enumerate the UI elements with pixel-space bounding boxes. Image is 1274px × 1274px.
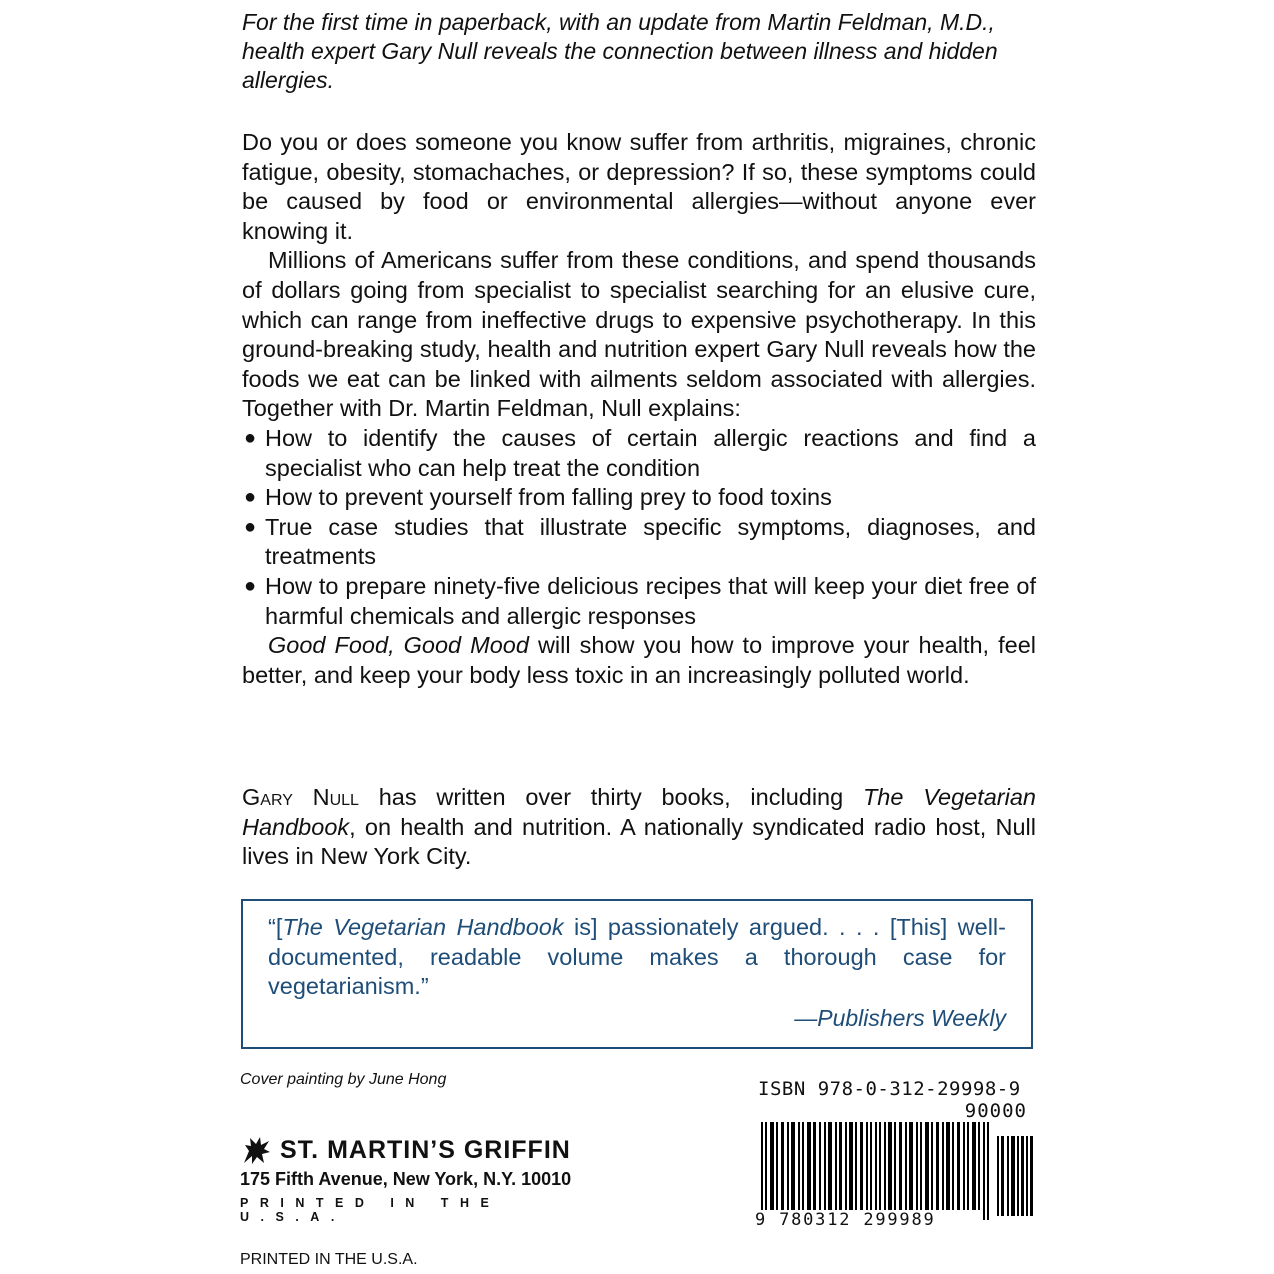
quote-book-title: The Vegetarian Handbook: [282, 914, 564, 940]
footer-printed: PRINTED IN THE U.S.A.: [240, 1251, 418, 1268]
author-bio: [242, 783, 1036, 872]
isbn-barcode: [753, 1078, 1038, 1238]
list-item-text: How to prevent yourself from falling prey to food toxins: [265, 484, 832, 511]
bio-text-b: , on health and nutrition. A nationally syndicated radio host, Null lives in New York City.: [242, 813, 1036, 870]
review-quote: [268, 913, 1006, 1002]
intro-blurb: For the first time in paperback, with an update from Martin Feldman, M.D., health expert Gary Null reveals the connection between illness and hidden allergies.: [242, 9, 998, 93]
griffin-logo-icon: [240, 1133, 274, 1167]
closing-text: will show you how to improve your health, feel better, and keep your body less toxic in an increasingly polluted world.: [242, 632, 1036, 688]
list-item-text: How to prepare ninety-five delicious recipes that will keep your diet free of harmful chemicals and allergic responses: [265, 572, 1036, 629]
list-item: [242, 483, 1036, 513]
price-code: 90000: [964, 1100, 1027, 1122]
bullet-icon: ●: [244, 574, 257, 597]
list-item: [242, 572, 1036, 631]
description: [242, 128, 1036, 690]
author-name: Gary Null: [242, 784, 359, 810]
book-title: Good Food, Good Mood: [268, 632, 529, 659]
description-paragraph-1: Do you or does someone you know suffer from arthritis, migraines, chronic fatigue, obesity, stomachaches, or depression? If so, these symptoms could be caused by food or environmental allergies—without anyone ever knowing it.: [242, 129, 1036, 244]
description-paragraph-2: Millions of Americans suffer from these conditions, and spend thousands of dollars going from specialist to specialist searching for an elusive cure, which can range from ineffective drugs to expensive psychotherapy. In this ground-breaking study, health and nutrition expert Gary Null reveals how the foods we eat can be linked with ailments seldom associated with allergies. Together with Dr. Martin Feldman, Null explains:: [242, 247, 1036, 422]
list-item-text: How to identify the causes of certain allergic reactions and find a specialist who can help treat the condition: [265, 424, 1036, 481]
review-quote-box: [241, 899, 1033, 1049]
bullet-icon: ●: [244, 515, 257, 538]
cover-credit: Cover painting by June Hong: [240, 1071, 447, 1088]
quote-source: —Publishers Weekly: [794, 1004, 1006, 1031]
list-item-text: True case studies that illustrate specific symptoms, diagnoses, and treatments: [265, 513, 1036, 570]
publisher-name: ST. MARTIN’S GRIFFIN: [280, 1135, 571, 1164]
isbn-label: ISBN 978-0-312-29998-9: [758, 1078, 1021, 1100]
publisher-printed: PRINTED IN THE U.S.A.: [240, 1196, 501, 1224]
publisher-block: [240, 1133, 620, 1224]
bullet-icon: ●: [244, 426, 257, 449]
list-item: [242, 424, 1036, 483]
list-item: [242, 513, 1036, 572]
publisher-address: 175 Fifth Avenue, New York, N.Y. 10010: [240, 1169, 572, 1189]
bio-book-title: The Vegetarian Handbook: [242, 784, 1036, 840]
description-closing: [242, 631, 1036, 690]
feature-list: [242, 424, 1036, 631]
quote-open: “[: [268, 914, 283, 940]
bullet-icon: ●: [244, 486, 257, 509]
barcode-number: 9 780312 299989: [755, 1210, 936, 1230]
quote-text: is] passionately argued. . . . [This] well-documented, readable volume makes a thorough case for vegetarianism.”: [268, 914, 1006, 1000]
bio-text-a: has written over thirty books, including: [358, 784, 863, 810]
